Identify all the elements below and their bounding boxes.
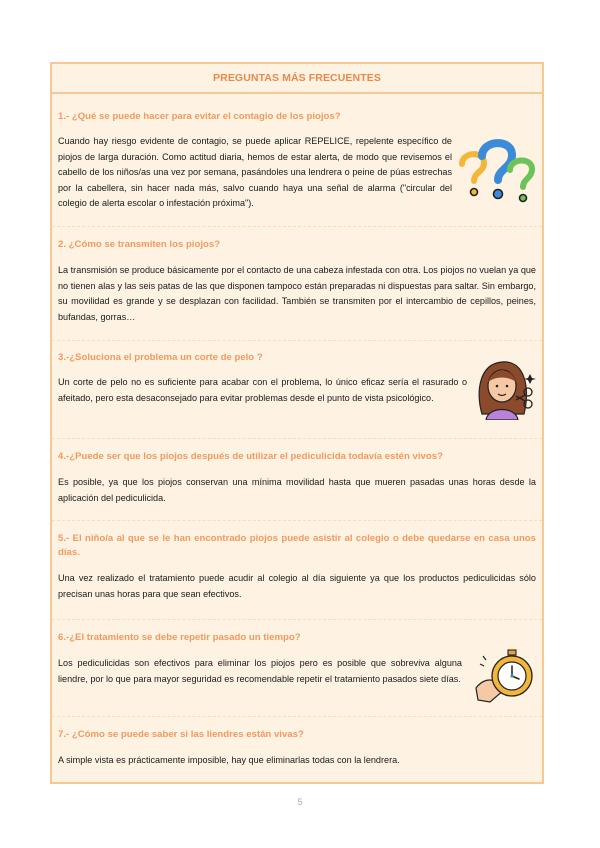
faq-item-7 (58, 728, 536, 769)
faq-panel (50, 62, 544, 784)
faq-answer-2: La transmisión se produce básicamente por el contacto de una cabeza infestada con otra. Los piojos no vuelan ya que no tienen alas y las seis patas de las que disponen tampoco están preparadas ni dispuestas para saltar. Sin embargo, su movilidad es grande y se desplazan con facilidad. También se transmiten por el intercambio de cepillos, peines, bufandas, gorras… (58, 265, 536, 322)
faq-answer-4: Es posible, ya que los piojos conservan una mínima movilidad hasta que mueren pasadas unas horas desde la aplicación del pediculicida. (58, 477, 536, 503)
faq-answer-7: A simple vista es prácticamente imposible, hay que eliminarlas todas con la lendrera. (58, 755, 400, 765)
question-marks-icon (456, 136, 538, 210)
faq-answer-6: Los pediculicidas son efectivos para eliminar los piojos pero es posible que sobreviva alguna liendre, por lo que para mayor seguridad es recomendable repetir el tratamiento pasados siete días. (58, 658, 462, 684)
faq-question-5: 5.- El niño/a al que se le han encontrado piojos puede asistir al colegio o debe quedarse en casa unos días. (58, 533, 536, 558)
faq-answer-5: Una vez realizado el tratamiento puede acudir al colegio al día siguiente ya que los productos pediculicidas sólo precisan unas horas para que sean efectivos. (58, 573, 536, 599)
faq-item-5 (58, 532, 536, 602)
faq-question-4: 4.-¿Puede ser que los piojos después de utilizar el pediculicida todavía estén vivos? (58, 451, 443, 462)
faq-title-bar (52, 64, 542, 94)
faq-question-6: 6.-¿El tratamiento se debe repetir pasado un tiempo? (58, 632, 301, 643)
faq-question-1: 1.- ¿Qué se puede hacer para evitar el contagio de los piojos? (58, 111, 341, 122)
faq-item-2 (58, 238, 536, 325)
faq-item-3 (58, 351, 536, 406)
page-title: PREGUNTAS MÁS FRECUENTES (213, 72, 381, 84)
faq-question-2: 2. ¿Cómo se transmiten los piojos? (58, 239, 221, 250)
faq-question-7: 7.- ¿Cómo se puede saber si las liendres están vivas? (58, 729, 304, 740)
faq-answer-1: Cuando hay riesgo evidente de contagio, se puede aplicar REPELICE, repelente específico de piojos de larga duración. Como actitud diaria, hemos de estar alerta, de modo que revisemos el cabello de los niños/as una vez por semana, pasándoles una lendrera o peine de púas estrechas por la cabellera, sin hacer nada más, salvo cuando haya una señal de alarma ("circular del colegio de alerta escolar o infestación próxima"). (58, 136, 452, 208)
haircut-girl-icon (472, 354, 538, 420)
faq-item-6 (58, 631, 536, 687)
page-number: 5 (297, 797, 303, 807)
faq-item-4 (58, 450, 536, 506)
stopwatch-hand-icon (474, 644, 538, 704)
faq-question-3: 3.-¿Soluciona el problema un corte de pelo ? (58, 352, 263, 363)
faq-answer-3: Un corte de pelo no es suficiente para acabar con el problema, lo único eficaz sería el rasurado o afeitado, pero esta desaconsejado para evitar problemas desde el punto de vista psicológico. (58, 377, 467, 403)
